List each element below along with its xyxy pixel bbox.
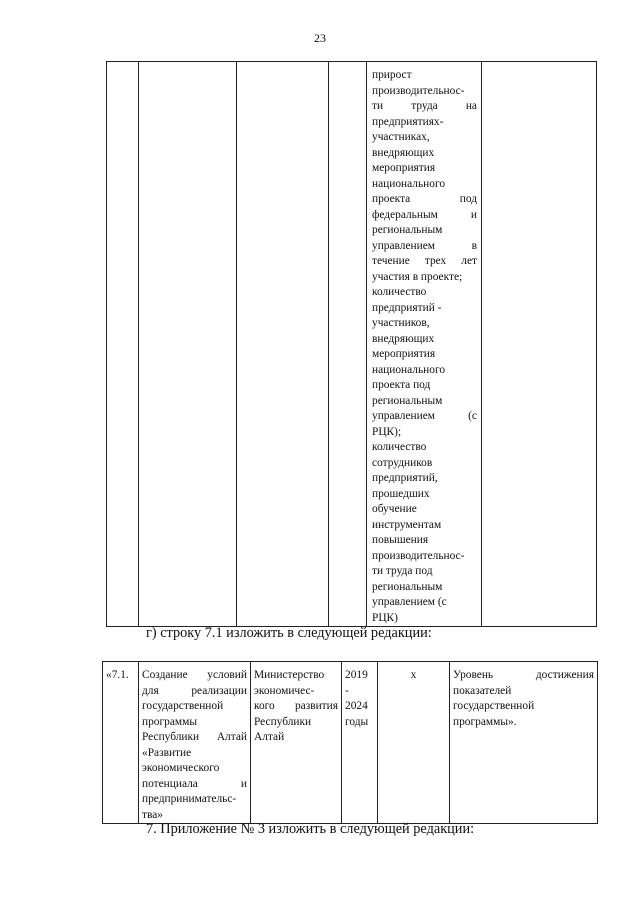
text-line: Алтай [254,731,285,743]
text-line: участия в проекте; [372,270,463,283]
text-line: участниках, [372,131,430,143]
text-line: Уровень достижения [453,669,594,681]
indicators-cell [367,62,482,627]
text-line: государственной [142,700,224,712]
table-continuation [106,61,597,627]
text-line: Министерство [254,669,325,681]
text-line: Республики Алтай [142,731,247,743]
text-line: национального [372,177,446,190]
table-cell-empty [329,62,367,627]
text-line: потенциала и [142,777,247,790]
text-line: производительнос- [372,549,465,562]
text-line: показателей [453,684,512,697]
text-line: национального [372,363,446,376]
page-number: 23 [314,31,326,45]
text-line: управлением (с [372,410,477,422]
text-line: количество [372,441,427,453]
text-line: - [345,684,349,697]
text-line: годы [345,715,369,728]
row-7-1-table [102,661,598,824]
row-number-cell: «7.1. [103,662,139,824]
text-line: количество [372,286,427,298]
text-line: РЦК) [372,611,398,624]
text-line: ти труда под [372,565,433,577]
text-line: ти труда на [372,100,477,112]
text-line: повышения [372,534,429,546]
text-line: предприятиях- [372,115,444,128]
text-line: региональным [372,580,443,593]
mark-cell: х [378,662,450,824]
text-line: 2024 [345,700,368,712]
text-line: управлением в [372,239,477,252]
text-line: Создание условий [142,669,247,681]
text-line: экономичес- [254,684,315,697]
table-cell-empty [107,62,139,627]
text-line: прирост [372,69,412,81]
text-line: мероприятия [372,348,436,360]
table-cell-empty [482,62,597,627]
table-row [107,62,597,627]
text-line: участников, [372,317,430,329]
text-line: региональным [372,224,443,236]
period-cell [342,662,378,824]
text-line: внедряющих [372,146,435,159]
text-line: течение трех лет [372,255,477,267]
text-line: региональным [372,394,443,407]
text-line: инструментам [372,518,442,531]
instruction-paragraph-7: 7. Приложение № 3 изложить в следующей редакции: [146,821,475,837]
text-line: проекта под [372,193,477,205]
text-line: программы». [453,715,517,728]
indicator-cell [450,662,598,824]
table-cell-empty [237,62,329,627]
table-cell-empty [139,62,237,627]
program-title-cell [139,662,251,824]
text-line: предпринимательс- [142,793,237,805]
text-line: государственной [453,700,535,712]
text-line: «Развитие [142,746,192,759]
text-line: федеральным и [372,208,477,221]
text-line: тва» [142,808,163,821]
instruction-paragraph-g: г) строку 7.1 изложить в следующей редакции: [146,625,432,641]
text-line: программы [142,715,197,728]
text-line: производительнос- [372,84,465,97]
text-line: кого развития [254,700,338,712]
text-line: 2019 [345,669,368,681]
text-line: предприятий - [372,301,442,314]
table-row [103,662,598,824]
text-line: Республики [254,715,312,728]
text-line: экономического [142,762,220,774]
text-line: предприятий, [372,472,438,484]
text-line: проекта под [372,379,431,391]
text-line: сотрудников [372,456,433,469]
text-line: прошедших [372,487,430,500]
text-line: внедряющих [372,332,435,345]
text-line: управлением (с [372,596,447,608]
text-line: РЦК); [372,425,402,438]
responsible-ministry-cell [251,662,342,824]
text-line: мероприятия [372,162,436,174]
text-line: обучение [372,503,417,515]
text-line: для реализации [142,684,247,697]
